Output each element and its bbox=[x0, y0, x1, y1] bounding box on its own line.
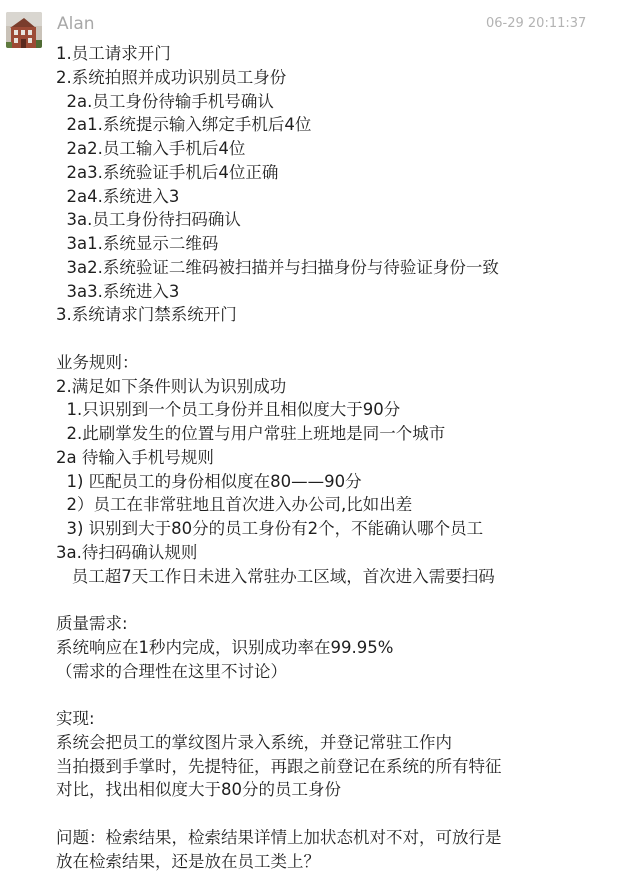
message-blank-line bbox=[56, 802, 636, 826]
message-line: 3a3.系统进入3 bbox=[56, 281, 180, 301]
message-timestamp: 06-29 20:11:37 bbox=[486, 16, 587, 31]
message-line: 业务规则： bbox=[56, 352, 139, 372]
message-line: 3.系统请求门禁系统开门 bbox=[56, 305, 237, 325]
message-line: 系统响应在1秒内完成，识别成功率在99.95% bbox=[56, 637, 394, 657]
message-line: 3a.待扫码确认规则 bbox=[56, 542, 198, 562]
message-body bbox=[56, 42, 636, 873]
message-line: 1) 匹配员工的身份相似度在80——90分 bbox=[56, 471, 362, 491]
message-line: 2.此刷掌发生的位置与用户常驻上班地是同一个城市 bbox=[56, 424, 446, 443]
message-line: 2a1.系统提示输入绑定手机后4位 bbox=[56, 115, 312, 135]
message-line: 质量需求: bbox=[56, 614, 128, 633]
sender-name[interactable]: Alan bbox=[57, 14, 95, 34]
message-line: 1.只识别到一个员工身份并且相似度大于90分 bbox=[56, 400, 401, 420]
message-blank-line bbox=[56, 683, 636, 707]
message-line: 问题：检索结果，检索结果详情上加状态机对不对，可放行是 bbox=[56, 827, 502, 847]
message-line: 3a2.系统验证二维码被扫描并与扫描身份与待验证身份一致 bbox=[56, 257, 499, 277]
message-line: 2a4.系统进入3 bbox=[56, 186, 180, 206]
avatar[interactable] bbox=[6, 12, 42, 48]
message-line: 员工超7天工作日未进入常驻办工区域，首次进入需要扫码 bbox=[56, 566, 495, 586]
message-blank-line bbox=[56, 327, 636, 351]
message-line: 3a1.系统显示二维码 bbox=[56, 234, 219, 253]
message-line: 2a.员工身份待输手机号确认 bbox=[56, 91, 274, 111]
message-line: 2a3.系统验证手机后4位正确 bbox=[56, 162, 279, 182]
message-line: 2.满足如下条件则认为识别成功 bbox=[56, 376, 287, 396]
message-line: 1.员工请求开门 bbox=[56, 44, 171, 63]
message-line: 对比，找出相似度大于80分的员工身份 bbox=[56, 780, 341, 800]
message-line: 放在检索结果，还是放在员工类上？ bbox=[56, 851, 320, 871]
message-line: 当拍摄到手掌时，先提特征，再跟之前登记在系统的所有特征 bbox=[56, 756, 502, 776]
message-line: 2.系统拍照并成功识别员工身份 bbox=[56, 67, 287, 87]
message-blank-line bbox=[56, 588, 636, 612]
message-line: 2a2.员工输入手机后4位 bbox=[56, 139, 246, 158]
message-line: 系统会把员工的掌纹图片录入系统，并登记常驻工作内 bbox=[56, 732, 452, 752]
message-line: 2）员工在非常驻地且首次进入办公司,比如出差 bbox=[56, 495, 413, 515]
message-line: 3) 识别到大于80分的员工身份有2个，不能确认哪个员工 bbox=[56, 519, 484, 538]
message-line: 2a 待输入手机号规则 bbox=[56, 447, 214, 467]
message-line: （需求的合理性在这里不讨论） bbox=[56, 661, 287, 681]
message-line: 3a.员工身份待扫码确认 bbox=[56, 210, 241, 230]
avatar-building-photo-icon bbox=[6, 12, 42, 48]
message-line: 实现: bbox=[56, 709, 95, 728]
